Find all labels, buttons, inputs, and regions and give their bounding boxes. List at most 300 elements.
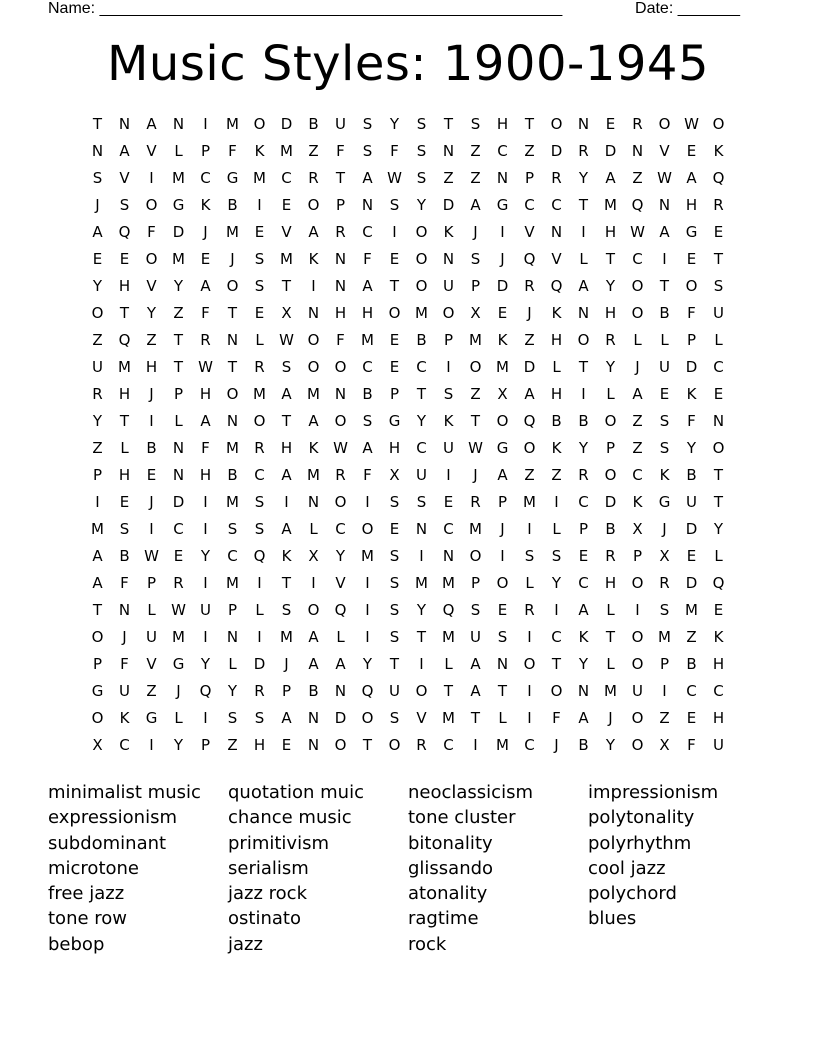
grid-letter: X bbox=[470, 304, 481, 322]
grid-letter: Z bbox=[443, 169, 454, 187]
grid-letter: P bbox=[281, 682, 292, 700]
grid-letter: E bbox=[254, 223, 265, 241]
grid-letter: H bbox=[388, 439, 401, 457]
grid-letter: O bbox=[442, 304, 455, 322]
grid-letter: L bbox=[552, 520, 561, 538]
grid-letter: J bbox=[230, 250, 235, 268]
grid-letter: A bbox=[335, 655, 346, 673]
grid-letter: H bbox=[118, 385, 131, 403]
grid-letter: C bbox=[443, 736, 454, 754]
grid-letter: I bbox=[581, 223, 586, 241]
grid-letter: D bbox=[496, 277, 509, 295]
grid-letter: C bbox=[119, 736, 130, 754]
grid-letter: A bbox=[659, 223, 670, 241]
header-line bbox=[48, 0, 740, 18]
grid-letter: O bbox=[253, 115, 266, 133]
grid-letter: U bbox=[713, 736, 724, 754]
grid-letter: E bbox=[713, 601, 724, 619]
grid-letter: I bbox=[311, 574, 316, 592]
word-list bbox=[48, 780, 768, 957]
grid-letter: M bbox=[280, 142, 293, 160]
grid-letter: E bbox=[173, 547, 184, 565]
grid-letter: S bbox=[416, 115, 427, 133]
grid-letter: M bbox=[658, 628, 671, 646]
grid-letter: J bbox=[284, 655, 289, 673]
word-search-grid bbox=[84, 111, 732, 759]
grid-letter: H bbox=[118, 466, 131, 484]
grid-letter: N bbox=[712, 412, 725, 430]
word-list-item: expressionism bbox=[48, 807, 178, 829]
grid-letter: M bbox=[361, 547, 374, 565]
grid-letter: S bbox=[389, 601, 400, 619]
grid-letter: N bbox=[172, 115, 185, 133]
grid-letter: R bbox=[470, 493, 481, 511]
grid-letter: I bbox=[95, 493, 100, 511]
grid-letter: I bbox=[554, 601, 559, 619]
grid-letter: F bbox=[363, 250, 372, 268]
grid-letter: M bbox=[415, 574, 428, 592]
grid-letter: Z bbox=[470, 169, 481, 187]
grid-letter: W bbox=[144, 547, 159, 565]
grid-letter: C bbox=[362, 358, 373, 376]
grid-letter: O bbox=[631, 655, 644, 673]
grid-letter: K bbox=[713, 628, 724, 646]
grid-letter: I bbox=[500, 223, 505, 241]
grid-letter: K bbox=[713, 142, 724, 160]
grid-letter: B bbox=[119, 547, 130, 565]
grid-letter: S bbox=[470, 250, 481, 268]
grid-letter: G bbox=[496, 196, 509, 214]
grid-letter: X bbox=[497, 385, 508, 403]
grid-letter: G bbox=[496, 439, 509, 457]
grid-letter: F bbox=[552, 709, 561, 727]
grid-letter: I bbox=[473, 736, 478, 754]
grid-letter: O bbox=[631, 277, 644, 295]
grid-letter: D bbox=[685, 358, 698, 376]
grid-letter: S bbox=[659, 412, 670, 430]
grid-letter: H bbox=[496, 115, 509, 133]
grid-letter: N bbox=[442, 250, 455, 268]
grid-letter: U bbox=[686, 493, 697, 511]
grid-letter: T bbox=[281, 412, 292, 430]
grid-letter: N bbox=[442, 142, 455, 160]
word-list-item: quotation muic bbox=[228, 782, 364, 803]
grid-letter: M bbox=[172, 628, 185, 646]
grid-letter: M bbox=[280, 628, 293, 646]
grid-letter: O bbox=[361, 520, 374, 538]
grid-letter: W bbox=[171, 601, 186, 619]
grid-letter: J bbox=[149, 385, 154, 403]
word-list-item: rock bbox=[408, 933, 447, 955]
grid-letter: L bbox=[579, 250, 588, 268]
grid-letter: L bbox=[714, 547, 723, 565]
grid-letter: R bbox=[254, 682, 265, 700]
grid-letter: L bbox=[714, 331, 723, 349]
grid-letter: M bbox=[442, 628, 455, 646]
grid-letter: R bbox=[524, 601, 535, 619]
grid-letter: F bbox=[336, 142, 345, 160]
grid-letter: T bbox=[659, 277, 670, 295]
grid-letter: S bbox=[497, 628, 508, 646]
grid-letter: D bbox=[442, 196, 455, 214]
grid-letter: F bbox=[228, 142, 237, 160]
grid-letter: X bbox=[632, 520, 643, 538]
grid-letter: M bbox=[280, 250, 293, 268]
grid-letter: I bbox=[149, 736, 154, 754]
grid-letter: C bbox=[200, 169, 211, 187]
grid-letter: Y bbox=[173, 736, 184, 754]
grid-letter: Q bbox=[118, 331, 131, 349]
grid-letter: U bbox=[713, 304, 724, 322]
grid-letter: R bbox=[335, 223, 346, 241]
grid-letter: O bbox=[685, 277, 698, 295]
grid-letter: B bbox=[416, 331, 427, 349]
grid-letter: B bbox=[659, 304, 670, 322]
grid-letter: N bbox=[118, 601, 131, 619]
grid-letter: N bbox=[577, 682, 590, 700]
grid-letter: E bbox=[578, 547, 589, 565]
grid-letter: X bbox=[659, 736, 670, 754]
grid-letter: B bbox=[551, 412, 562, 430]
grid-letter: T bbox=[173, 331, 184, 349]
word-list-item: serialism bbox=[228, 857, 309, 879]
grid-letter: E bbox=[443, 493, 454, 511]
word-list-item: minimalist music bbox=[48, 782, 201, 803]
grid-letter: O bbox=[712, 115, 725, 133]
grid-letter: R bbox=[254, 439, 265, 457]
grid-letter: S bbox=[362, 142, 373, 160]
grid-letter: K bbox=[686, 385, 697, 403]
grid-letter: N bbox=[334, 277, 347, 295]
grid-letter: Z bbox=[173, 304, 184, 322]
grid-letter: S bbox=[362, 412, 373, 430]
grid-letter: B bbox=[605, 520, 616, 538]
grid-letter: D bbox=[685, 574, 698, 592]
grid-letter: T bbox=[173, 358, 184, 376]
grid-letter: O bbox=[496, 412, 509, 430]
grid-letter: O bbox=[577, 331, 590, 349]
grid-letter: J bbox=[95, 196, 100, 214]
grid-letter: B bbox=[686, 466, 697, 484]
grid-letter: D bbox=[604, 142, 617, 160]
grid-letter: O bbox=[91, 709, 104, 727]
grid-letter: J bbox=[500, 520, 505, 538]
grid-letter: R bbox=[713, 196, 724, 214]
grid-letter: I bbox=[662, 250, 667, 268]
grid-letter: R bbox=[416, 736, 427, 754]
grid-letter: D bbox=[253, 655, 266, 673]
grid-letter: I bbox=[635, 601, 640, 619]
grid-letter: L bbox=[633, 331, 642, 349]
grid-letter: D bbox=[172, 223, 185, 241]
word-list-item: cool jazz bbox=[588, 857, 666, 879]
grid-letter: E bbox=[146, 466, 157, 484]
grid-letter: X bbox=[659, 547, 670, 565]
grid-letter: M bbox=[172, 250, 185, 268]
grid-letter: P bbox=[200, 142, 211, 160]
grid-letter: C bbox=[524, 196, 535, 214]
grid-letter: S bbox=[659, 439, 670, 457]
word-list-item: bebop bbox=[48, 933, 105, 955]
grid-letter: K bbox=[443, 412, 454, 430]
grid-letter: L bbox=[255, 601, 264, 619]
grid-letter: L bbox=[444, 655, 453, 673]
grid-letter: C bbox=[578, 574, 589, 592]
grid-letter: C bbox=[713, 682, 724, 700]
word-list-item: ragtime bbox=[408, 908, 479, 930]
grid-letter: A bbox=[470, 682, 481, 700]
grid-letter: S bbox=[254, 250, 265, 268]
grid-letter: H bbox=[712, 655, 725, 673]
grid-letter: I bbox=[365, 574, 370, 592]
grid-letter: I bbox=[662, 682, 667, 700]
grid-letter: A bbox=[281, 520, 292, 538]
grid-letter: O bbox=[523, 439, 536, 457]
grid-letter: S bbox=[470, 601, 481, 619]
grid-letter: B bbox=[227, 196, 238, 214]
grid-letter: N bbox=[361, 196, 374, 214]
grid-letter: L bbox=[309, 520, 318, 538]
word-list-item: polychord bbox=[588, 883, 677, 905]
grid-letter: Q bbox=[523, 250, 536, 268]
grid-letter: K bbox=[551, 439, 562, 457]
grid-letter: D bbox=[685, 520, 698, 538]
grid-letter: Y bbox=[200, 655, 211, 673]
grid-letter: V bbox=[146, 142, 157, 160]
grid-letter: F bbox=[687, 304, 696, 322]
grid-letter: Z bbox=[632, 412, 643, 430]
grid-letter: K bbox=[308, 439, 319, 457]
grid-letter: B bbox=[362, 385, 373, 403]
grid-letter: G bbox=[226, 169, 239, 187]
grid-letter: R bbox=[551, 169, 562, 187]
grid-letter: D bbox=[280, 115, 293, 133]
grid-letter: V bbox=[119, 169, 130, 187]
grid-letter: L bbox=[147, 601, 156, 619]
grid-letter: A bbox=[200, 277, 211, 295]
grid-letter: E bbox=[686, 250, 697, 268]
grid-letter: P bbox=[227, 601, 238, 619]
grid-letter: Q bbox=[523, 412, 536, 430]
grid-letter: S bbox=[254, 520, 265, 538]
grid-letter: A bbox=[578, 277, 589, 295]
grid-letter: Z bbox=[146, 682, 157, 700]
grid-letter: Y bbox=[416, 196, 427, 214]
word-list-item: chance music bbox=[228, 807, 352, 829]
grid-letter: T bbox=[227, 358, 238, 376]
grid-letter: H bbox=[118, 277, 131, 295]
grid-letter: U bbox=[389, 682, 400, 700]
grid-letter: P bbox=[524, 169, 535, 187]
grid-letter: C bbox=[686, 682, 697, 700]
grid-letter: V bbox=[335, 574, 346, 592]
grid-letter: E bbox=[254, 304, 265, 322]
grid-letter: W bbox=[387, 169, 402, 187]
grid-letter: J bbox=[203, 223, 208, 241]
grid-letter: I bbox=[203, 628, 208, 646]
grid-letter: D bbox=[550, 142, 563, 160]
word-list-item: subdominant bbox=[48, 832, 167, 854]
grid-letter: J bbox=[149, 493, 154, 511]
grid-letter: N bbox=[334, 385, 347, 403]
grid-letter: U bbox=[443, 439, 454, 457]
grid-letter: A bbox=[524, 385, 535, 403]
grid-letter: L bbox=[336, 628, 345, 646]
grid-letter: N bbox=[496, 169, 509, 187]
grid-letter: N bbox=[334, 682, 347, 700]
grid-letter: O bbox=[415, 250, 428, 268]
grid-letter: N bbox=[658, 196, 671, 214]
grid-letter: L bbox=[174, 412, 183, 430]
grid-letter: I bbox=[257, 574, 262, 592]
grid-letter: A bbox=[281, 709, 292, 727]
grid-letter: K bbox=[281, 547, 292, 565]
grid-letter: N bbox=[307, 709, 320, 727]
grid-letter: K bbox=[659, 466, 670, 484]
grid-letter: O bbox=[91, 304, 104, 322]
grid-letter: S bbox=[92, 169, 103, 187]
grid-letter: T bbox=[713, 250, 724, 268]
grid-letter: Z bbox=[92, 331, 103, 349]
grid-letter: S bbox=[227, 709, 238, 727]
grid-letter: I bbox=[500, 547, 505, 565]
grid-letter: S bbox=[281, 601, 292, 619]
grid-letter: O bbox=[388, 304, 401, 322]
grid-letter: R bbox=[605, 547, 616, 565]
grid-letter: O bbox=[550, 115, 563, 133]
grid-letter: I bbox=[203, 520, 208, 538]
grid-letter: I bbox=[311, 277, 316, 295]
grid-letter: F bbox=[147, 223, 156, 241]
grid-letter: T bbox=[605, 250, 616, 268]
grid-letter: Q bbox=[442, 601, 455, 619]
grid-letter: H bbox=[604, 304, 617, 322]
grid-letter: L bbox=[120, 439, 129, 457]
grid-letter: O bbox=[631, 304, 644, 322]
grid-letter: E bbox=[92, 250, 103, 268]
grid-letter: X bbox=[92, 736, 103, 754]
grid-letter: T bbox=[605, 628, 616, 646]
grid-letter: T bbox=[713, 466, 724, 484]
grid-letter: N bbox=[226, 331, 239, 349]
grid-letter: O bbox=[712, 439, 725, 457]
grid-letter: O bbox=[631, 709, 644, 727]
grid-letter: F bbox=[363, 466, 372, 484]
grid-letter: N bbox=[334, 250, 347, 268]
grid-letter: Y bbox=[605, 358, 616, 376]
grid-letter: O bbox=[388, 736, 401, 754]
grid-letter: A bbox=[578, 601, 589, 619]
grid-letter: Z bbox=[686, 628, 697, 646]
grid-letter: C bbox=[254, 466, 265, 484]
grid-letter: O bbox=[415, 223, 428, 241]
grid-letter: I bbox=[527, 520, 532, 538]
grid-letter: N bbox=[91, 142, 104, 160]
grid-letter: S bbox=[389, 709, 400, 727]
grid-letter: C bbox=[416, 439, 427, 457]
grid-letter: M bbox=[226, 439, 239, 457]
grid-letter: I bbox=[365, 628, 370, 646]
grid-letter: I bbox=[527, 682, 532, 700]
grid-letter: J bbox=[176, 682, 181, 700]
grid-letter: A bbox=[308, 223, 319, 241]
grid-letter: J bbox=[473, 466, 478, 484]
grid-letter: O bbox=[469, 358, 482, 376]
grid-letter: M bbox=[91, 520, 104, 538]
grid-letter: B bbox=[578, 412, 589, 430]
grid-letter: A bbox=[200, 412, 211, 430]
grid-letter: O bbox=[334, 412, 347, 430]
grid-letter: P bbox=[686, 331, 697, 349]
grid-letter: I bbox=[365, 601, 370, 619]
grid-letter: Z bbox=[92, 439, 103, 457]
grid-letter: S bbox=[389, 493, 400, 511]
grid-letter: M bbox=[415, 304, 428, 322]
grid-letter: F bbox=[120, 574, 129, 592]
grid-letter: O bbox=[604, 412, 617, 430]
grid-letter: G bbox=[145, 709, 158, 727]
grid-letter: C bbox=[173, 520, 184, 538]
grid-letter: Z bbox=[227, 736, 238, 754]
grid-letter: H bbox=[145, 358, 158, 376]
word-list-item: tone row bbox=[48, 908, 128, 930]
grid-letter: I bbox=[257, 196, 262, 214]
grid-letter: O bbox=[307, 601, 320, 619]
word-list-item: blues bbox=[588, 908, 637, 930]
grid-letter: M bbox=[685, 601, 698, 619]
word-list-item: microtone bbox=[48, 857, 140, 879]
grid-letter: U bbox=[146, 628, 157, 646]
grid-letter: V bbox=[281, 223, 292, 241]
grid-letter: C bbox=[497, 142, 508, 160]
grid-letter: Y bbox=[335, 547, 346, 565]
grid-letter: K bbox=[308, 250, 319, 268]
grid-letter: T bbox=[92, 601, 103, 619]
grid-letter: M bbox=[496, 358, 509, 376]
grid-letter: J bbox=[608, 709, 613, 727]
grid-letter: X bbox=[281, 304, 292, 322]
grid-letter: A bbox=[281, 385, 292, 403]
grid-letter: O bbox=[307, 358, 320, 376]
grid-letter: H bbox=[712, 709, 725, 727]
grid-letter: X bbox=[389, 466, 400, 484]
grid-letter: O bbox=[604, 466, 617, 484]
grid-letter: N bbox=[226, 412, 239, 430]
grid-letter: O bbox=[415, 682, 428, 700]
grid-letter: O bbox=[145, 250, 158, 268]
word-list-item: jazz bbox=[228, 933, 263, 955]
grid-letter: O bbox=[334, 493, 347, 511]
grid-letter: S bbox=[416, 142, 427, 160]
grid-letter: F bbox=[687, 736, 696, 754]
grid-letter: E bbox=[686, 709, 697, 727]
grid-letter: A bbox=[362, 439, 373, 457]
grid-letter: C bbox=[416, 358, 427, 376]
grid-letter: T bbox=[551, 655, 562, 673]
grid-letter: C bbox=[578, 493, 589, 511]
grid-letter: S bbox=[389, 628, 400, 646]
grid-letter: H bbox=[550, 385, 563, 403]
grid-letter: V bbox=[146, 277, 157, 295]
grid-letter: I bbox=[149, 520, 154, 538]
grid-letter: J bbox=[122, 628, 127, 646]
grid-letter: T bbox=[443, 115, 454, 133]
grid-letter: Y bbox=[578, 169, 589, 187]
grid-letter: L bbox=[498, 709, 507, 727]
grid-letter: T bbox=[92, 115, 103, 133]
grid-letter: Y bbox=[92, 412, 103, 430]
grid-letter: K bbox=[254, 142, 265, 160]
